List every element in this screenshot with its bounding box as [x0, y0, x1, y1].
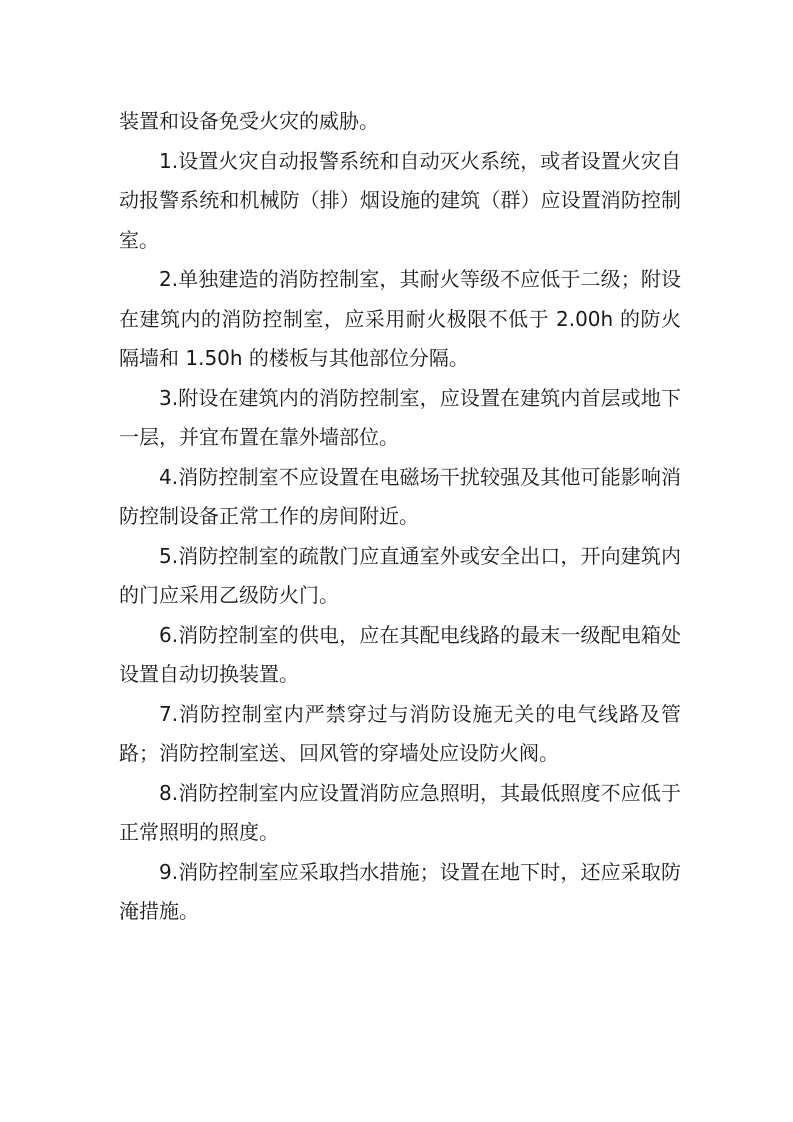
document-body	[119, 102, 681, 932]
paragraph-item-5: 5.消防控制室的疏散门应直通室外或安全出口，开向建筑内的门应采用乙级防火门。	[119, 543, 681, 607]
paragraph-item-9: 9.消防控制室应采取挡水措施；设置在地下时，还应采取防淹措施。	[119, 859, 681, 923]
paragraph-item-7: 7.消防控制室内严禁穿过与消防设施无关的电气线路及管路；消防控制室送、回风管的穿墙处应设防火阀。	[119, 701, 681, 765]
paragraph-item-8: 8.消防控制室内应设置消防应急照明，其最低照度不应低于正常照明的照度。	[119, 780, 681, 844]
paragraph-item-1: 1.设置火灾自动报警系统和自动灭火系统，或者设置火灾自动报警系统和机械防（排）烟设施的建筑（群）应设置消防控制室。	[119, 148, 681, 252]
paragraph-item-3: 3.附设在建筑内的消防控制室，应设置在建筑内首层或地下一层，并宜布置在靠外墙部位。	[119, 385, 681, 449]
paragraph-continuation: 装置和设备免受火灾的威胁。	[119, 109, 379, 133]
paragraph-item-6: 6.消防控制室的供电，应在其配电线路的最末一级配电箱处设置自动切换装置。	[119, 622, 681, 686]
paragraph-item-4: 4.消防控制室不应设置在电磁场干扰较强及其他可能影响消防控制设备正常工作的房间附近。	[119, 464, 681, 528]
paragraph-item-2: 2.单独建造的消防控制室，其耐火等级不应低于二级；附设在建筑内的消防控制室，应采用耐火极限不低于 2.00h 的防火隔墙和 1.50h 的楼板与其他部位分隔。	[119, 267, 681, 370]
